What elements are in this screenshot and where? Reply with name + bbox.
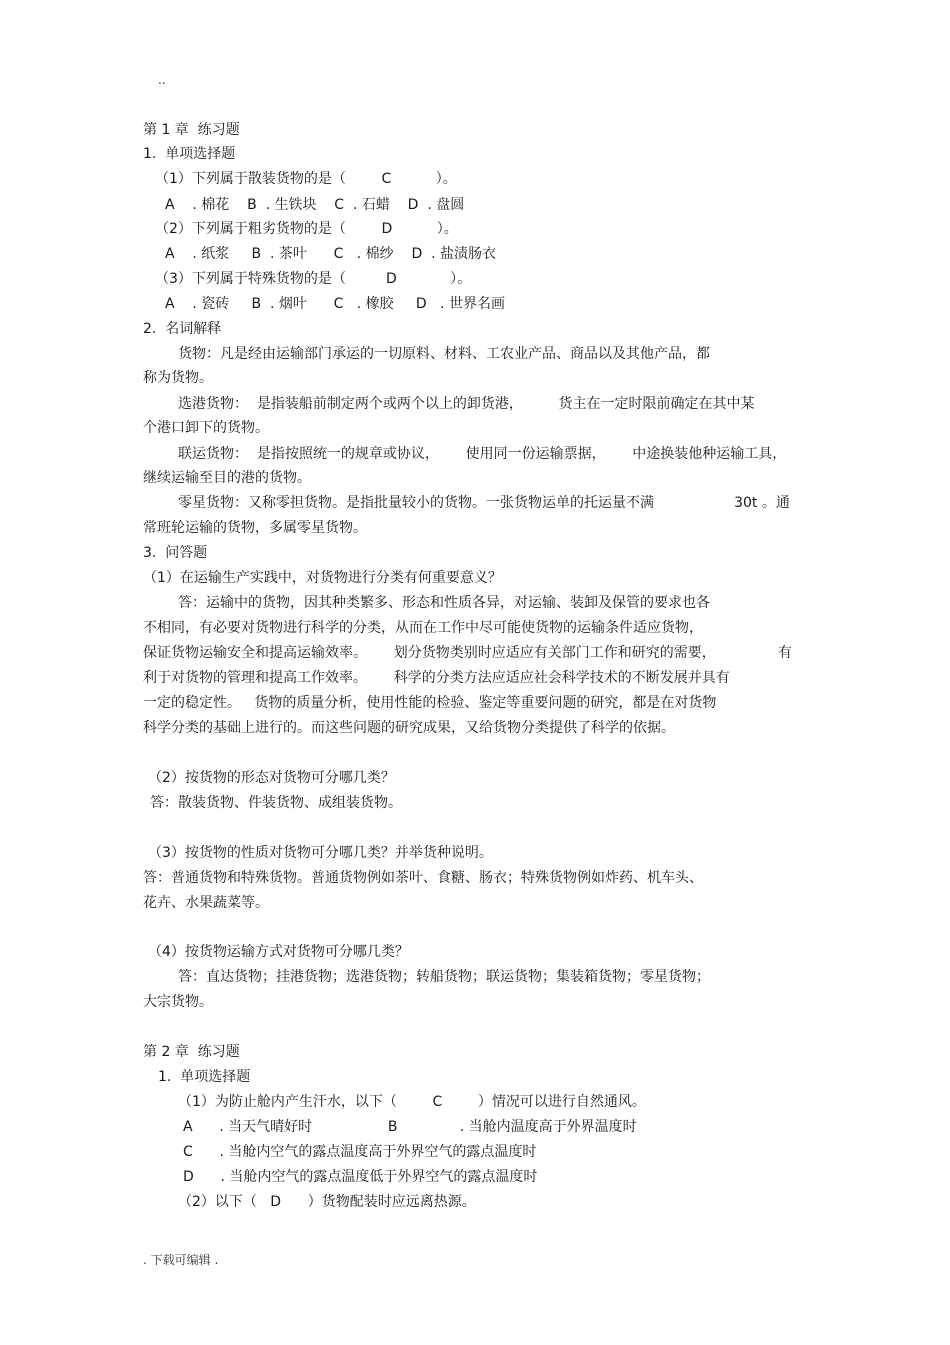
text-line-t4b: 常班轮运输的货物，多属零星货物。 [143,520,367,536]
text-line-t2b: 个港口卸下的货物。 [143,420,269,436]
text-line-qa1b: 不相同，有必要对货物进行科学的分类，从而在工作中尽可能使货物的运输条件适应货物， [143,620,703,636]
text-line-q2-opts: A . 纸浆 B . 茶叶 C . 棉纱 D . 盐渍肠衣 [165,246,497,262]
text-line-qa3b: 花卉、水果蔬菜等。 [143,895,269,911]
text-line-t3b: 继续运输至目的港的货物。 [143,470,311,486]
text-line-qa4b: 大宗货物。 [143,994,213,1010]
text-line-c2q1: （1）为防止舱内产生汗水，以下（ C ）情况可以进行自然通风。 [178,1094,646,1110]
text-line-c2q1a: A . 当天气晴好时 B . 当舱内温度高于外界温度时 [183,1119,637,1135]
text-line-qa4a: 答：直达货物；挂港货物；选港货物；转船货物；联运货物；集装箱货物；零星货物； [178,969,710,985]
text-line-qa2: （2）按货物的形态对货物可分哪几类？ [148,770,395,786]
text-line-q3: （3）下列属于特殊货物的是（ D ）。 [155,271,472,287]
text-line-qa1d: 利于对货物的管理和提高工作效率。 科学的分类方法应适应社会科学技术的不断发展并具有 [143,670,730,686]
text-line-t4a: 零星货物：又称零担货物。是指批量较小的货物。一张货物运单的托运量不满 30t 。通 [178,495,790,511]
text-line-t1b: 称为货物。 [143,370,213,386]
text-line-t3a: 联运货物： 是指按照统一的规章或协议， 使用同一份运输票据， 中途换装他种运输工具， [178,446,787,462]
text-line-q1: （1）下列属于散装货物的是（ C ）。 [155,171,457,187]
text-line-qa1a: 答：运输中的货物，因其种类繁多、形态和性质各异，对运输、装卸及保管的要求也各 [178,595,710,611]
text-line-qa1f: 科学分类的基础上进行的。而这些问题的研究成果，又给货物分类提供了科学的依据。 [143,720,675,736]
text-line-qa1: （1）在运输生产实践中，对货物进行分类有何重要意义？ [143,570,502,586]
text-line-c2q1d: D . 当舱内空气的露点温度低于外界空气的露点温度时 [183,1169,538,1185]
header-mark: .. [158,73,166,87]
text-line-qa1c: 保证货物运输安全和提高运输效率。 划分货物类别时应适应有关部门工作和研究的需要， 有 [143,645,793,661]
text-line-c2q2: （2）以下（ D ）货物配装时应远离热源。 [178,1194,476,1210]
text-line-q1-opts: A . 棉花 B . 生铁块 C . 石蜡 D . 盘圆 [165,197,465,213]
text-line-qa1e: 一定的稳定性。 货物的质量分析，使用性能的检验、鉴定等重要问题的研究，都是在对货物 [143,695,717,711]
text-line-qa2a: 答：散装货物、件装货物、成组装货物。 [150,795,402,811]
text-line-ch1-title: 第 1 章 练习题 [143,122,240,138]
footer-note: . 下载可编辑 . [143,1253,219,1267]
text-line-qa3: （3）按货物的性质对货物可分哪几类？并举货种说明。 [148,845,493,861]
text-line-c2q1c: C . 当舱内空气的露点温度高于外界空气的露点温度时 [183,1144,537,1160]
text-line-qa4: （4）按货物运输方式对货物可分哪几类？ [148,944,409,960]
text-line-t1a: 货物：凡是经由运输部门承运的一切原料、材料、工农业产品、商品以及其他产品，都 [178,346,710,362]
text-line-s1-title: 1. 单项选择题 [143,146,236,162]
text-line-qa3a: 答：普通货物和特殊货物。普通货物例如茶叶、食糖、肠衣；特殊货物例如炸药、机车头、 [143,870,703,886]
text-line-q2: （2）下列属于粗劣货物的是（ D ）。 [155,221,458,237]
text-line-s3-title: 3. 问答题 [143,545,208,561]
text-line-c2s1: 1. 单项选择题 [158,1069,251,1085]
text-line-q3-opts: A . 瓷砖 B . 烟叶 C . 橡胶 D . 世界名画 [165,296,505,312]
text-line-t2a: 选港货物： 是指装船前制定两个或两个以上的卸货港， 货主在一定时限前确定在其中某 [178,396,755,412]
text-line-ch2-title: 第 2 章 练习题 [143,1044,240,1060]
text-line-s2-title: 2. 名词解释 [143,321,222,337]
